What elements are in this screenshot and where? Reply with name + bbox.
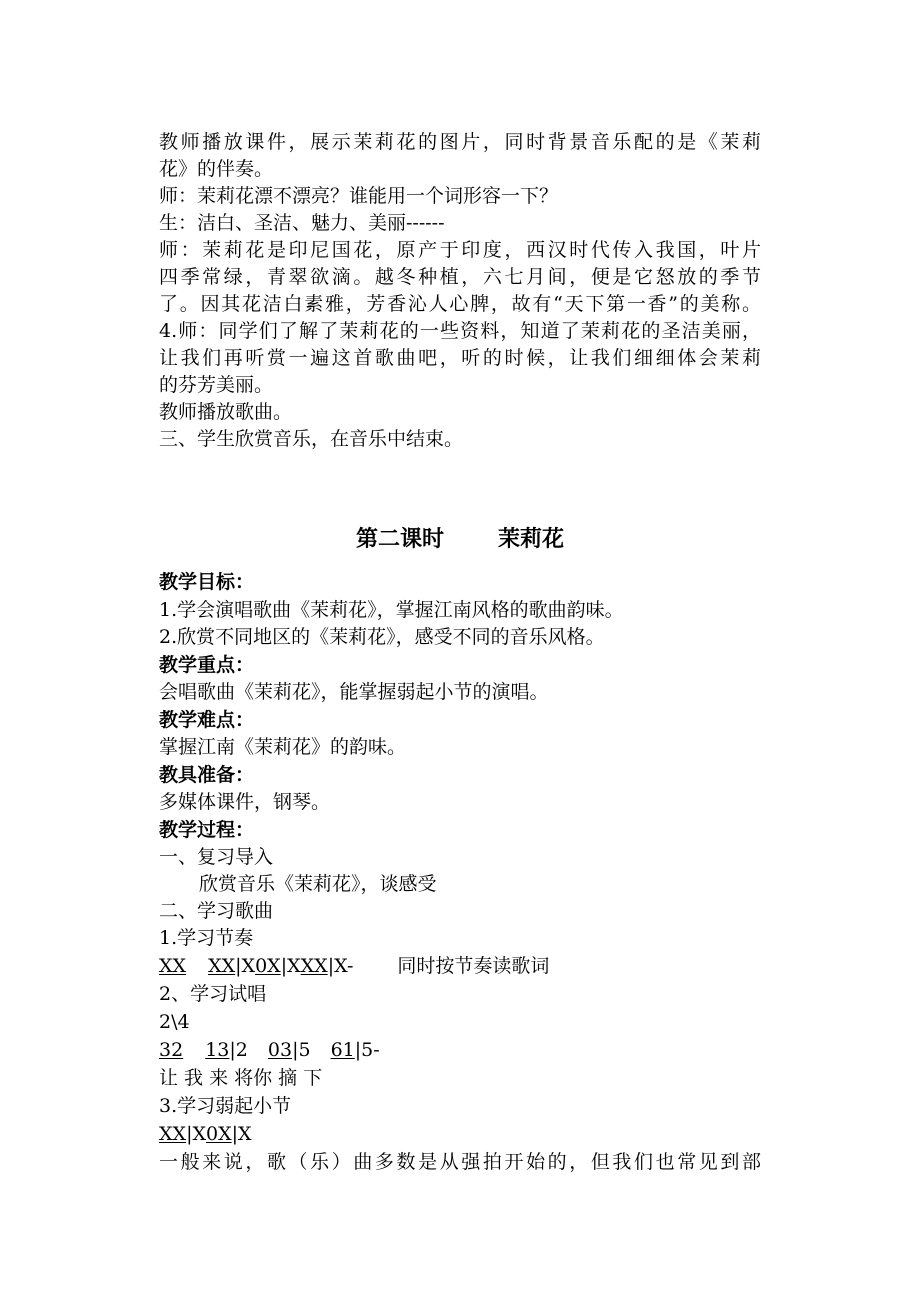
- review-text: 欣赏音乐《茉莉花》，谈感受: [199, 873, 437, 895]
- title-lesson-number: 第二课时: [355, 526, 444, 552]
- goal-item: 2.欣赏不同地区的《茉莉花》，感受不同的音乐风格。: [159, 626, 605, 648]
- section-learn-song: 二、学习歌曲: [159, 900, 274, 922]
- body-line: 生：洁白、圣洁、魅力、美丽------: [159, 212, 445, 234]
- rhythm-note: |X: [280, 955, 301, 977]
- process-heading: 教学过程：: [159, 819, 255, 841]
- tools-text: 多媒体课件，钢琴。: [159, 791, 331, 813]
- melody-note: 13: [205, 1039, 230, 1061]
- goals-heading: 教学目标：: [159, 571, 255, 593]
- rhythm-note: 0X: [206, 1123, 232, 1145]
- section-review: 一、复习导入: [159, 846, 274, 868]
- rhythm-note: XX: [208, 955, 236, 977]
- rhythm-note: |X-: [327, 955, 354, 977]
- body-line: 三、学生欣赏音乐，在音乐中结束。: [159, 428, 464, 450]
- step-rhythm: 1.学习节奏: [159, 927, 254, 949]
- body-line: 的芬芳美丽。: [159, 374, 274, 396]
- body-line: 四季常绿，青翠欲滴。越冬种植，六七月间，便是它怒放的季节: [159, 266, 761, 288]
- melody-note: |5-: [354, 1039, 380, 1061]
- time-signature: 2\4: [159, 1011, 190, 1033]
- body-line: 教师播放课件，展示茉莉花的图片，同时背景音乐配的是《茉莉: [159, 131, 761, 153]
- rhythm-note: XX: [159, 955, 187, 977]
- rhythm-note: XX: [159, 1123, 187, 1145]
- rhythm-instruction: 同时按节奏读歌词: [397, 955, 550, 977]
- body-line: 让我们再听赏一遍这首歌曲吧，听的时候，让我们细细体会茉莉: [159, 347, 761, 369]
- melody-note: 32: [159, 1039, 184, 1061]
- body-line: 一般来说，歌（乐）曲多数是从强拍开始的，但我们也常见到部: [159, 1151, 761, 1173]
- key-text: 会唱歌曲《茉莉花》，能掌握弱起小节的演唱。: [159, 681, 549, 703]
- melody-line: [159, 1037, 380, 1064]
- body-line: 师：茉莉花是印尼国花，原产于印度，西汉时代传入我国，叶片: [159, 239, 761, 261]
- body-line: 4.师：同学们了解了茉莉花的一些资料，知道了茉莉花的圣洁美丽，: [159, 320, 761, 342]
- title-song-name: 茉莉花: [498, 526, 565, 552]
- key-heading: 教学重点：: [159, 654, 255, 676]
- lesson-title: [0, 524, 920, 556]
- rhythm-note: |X: [231, 1123, 252, 1145]
- step-sight-singing: 2、学习试唱: [159, 983, 267, 1005]
- lyrics-line: 让 我 来 将你 摘 下: [159, 1067, 323, 1089]
- body-line: 了。因其花洁白素雅，芳香沁人心脾，故有“天下第一香”的美称。: [159, 293, 761, 315]
- body-line: 教师播放歌曲。: [159, 401, 293, 423]
- weak-beat-rhythm: [159, 1121, 252, 1148]
- melody-note: 03: [267, 1039, 293, 1061]
- tools-heading: 教具准备：: [159, 764, 255, 786]
- rhythm-note: XX: [300, 955, 328, 977]
- rhythm-note: 0X: [255, 955, 281, 977]
- rhythm-line: [159, 953, 549, 980]
- step-weak-beat: 3.学习弱起小节: [159, 1095, 292, 1117]
- body-line: 花》的伴奏。: [159, 158, 274, 180]
- melody-note: 61: [330, 1039, 355, 1061]
- melody-note: |5: [292, 1039, 311, 1061]
- melody-note: |2: [229, 1039, 248, 1061]
- body-line: 师：茉莉花漂不漂亮？谁能用一个词形容一下？: [159, 185, 559, 207]
- rhythm-note: |X: [235, 955, 256, 977]
- difficulty-heading: 教学难点：: [159, 709, 255, 731]
- rhythm-note: |X: [186, 1123, 206, 1145]
- goal-item: 1.学会演唱歌曲《茉莉花》，掌握江南风格的歌曲韵味。: [159, 599, 624, 621]
- difficulty-text: 掌握江南《茉莉花》的韵味。: [159, 736, 407, 758]
